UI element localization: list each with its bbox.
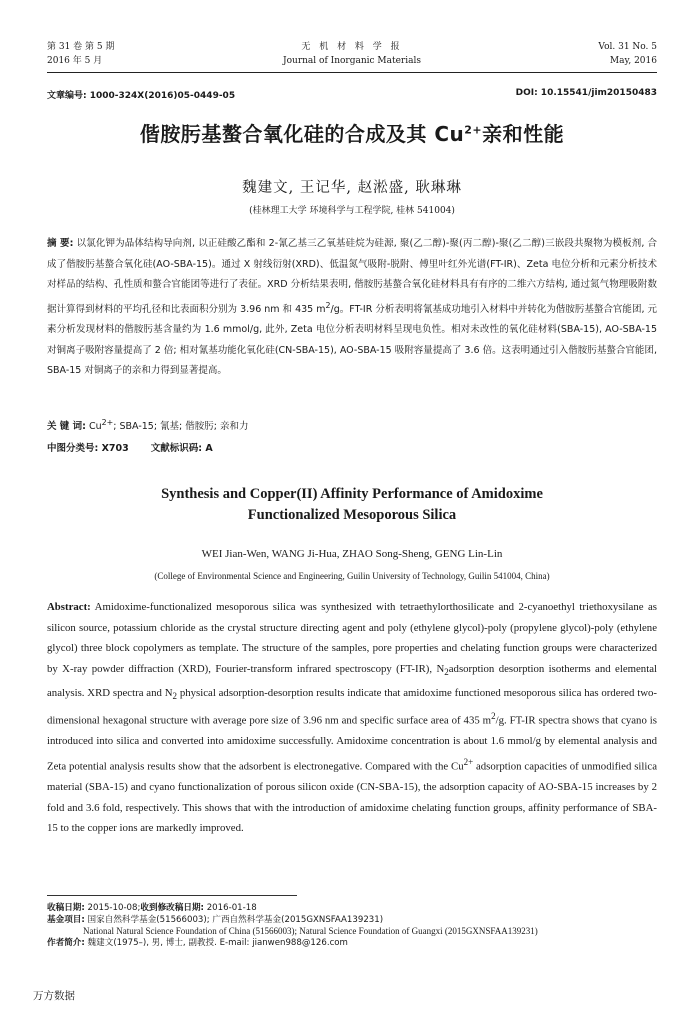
abstract-en-text-3: physical adsorption-desorption results indicate that amidoxime functioned mesoporous silica has ordered two-dimensional hexagonal structure with average pore size of 3.96 nm and specific surface area of 435 m bbox=[47, 686, 657, 727]
keywords-zh-pre: Cu bbox=[88, 421, 102, 433]
document-code: 文献标识码: A bbox=[150, 443, 213, 454]
received-date: 2015-10-08; bbox=[87, 903, 141, 913]
title-zh bbox=[47, 118, 657, 147]
author-label: 作者简介: bbox=[47, 937, 85, 948]
running-header bbox=[47, 40, 657, 74]
received-label: 收稿日期: bbox=[47, 903, 85, 913]
keywords-zh-label: 关 键 词: bbox=[47, 421, 86, 433]
keywords-zh-rest: ; SBA-15; 氰基; 偕胺肟; 亲和力 bbox=[113, 421, 249, 433]
header-journal-en: Journal of Inorganic Materials bbox=[283, 56, 421, 66]
abstract-en-sup-3: 2 bbox=[491, 711, 496, 722]
title-en-line2: Functionalized Mesoporous Silica bbox=[247, 507, 457, 523]
doi: DOI: 10.15541/jim20150483 bbox=[515, 88, 657, 98]
abstract-en-text-4: /g. FT-IR spectra shows that cyano is introduced into silica and converted into amidoxime successfully. Amidoxime concentration is about 1.6 mmol/g by elemental analysis and Zeta potential analysis results show that the adsorbent is electronegative. Compared with the Cu bbox=[47, 714, 657, 773]
abstract-zh bbox=[47, 234, 657, 382]
abstract-zh-text-2: /g。FT-IR 分析表明将氰基成功地引入材料中并转化为偕胺肟基螯合官能团, 元素分析发现材料的偕胺肟基含量约为 1.6 mmol/g, 此外, Zeta 电位分析表明材料呈现电负性。相对未改性的氧化硅材料(SBA-15), AO-SBA-15 对铜离子吸附容量提高了 2 倍; 相对氰基功能化氧化硅(CN-SBA-15), AO-SBA-15 吸附容量提高了 3.6 倍。这表明通过引入偕胺肟基螯合官能团, SBA-15 对铜离子的亲和力得到显著提高。 bbox=[47, 303, 657, 377]
title-zh-main: 偕胺肟基螯合氧化硅的合成及其 Cu bbox=[139, 122, 465, 146]
footnote-dates bbox=[47, 903, 657, 915]
header-date-zh: 2016 年 5 月 bbox=[47, 56, 103, 66]
abstract-en bbox=[47, 597, 657, 839]
abstract-en-text-5: adsorption capacities of unmodified silica material (SBA-15) and cyano functionalization of porous silicon oxide (CN-SBA-15), the adsorption capacity of AO-SBA-15 increases by 2 fold and 3.6 fold, respectively. This shows that with the introduction of amidoxime chelating function groups, affinity performance of SBA-15 to the copper ions are markedly improved. bbox=[47, 760, 657, 835]
header-rule bbox=[47, 72, 657, 73]
abstract-en-label: Abstract: bbox=[47, 601, 91, 613]
footnote-author bbox=[47, 938, 657, 950]
article-number: 文章编号: 1000-324X(2016)05-0449-05 bbox=[47, 91, 236, 101]
keywords-zh bbox=[47, 418, 657, 432]
abstract-zh-label: 摘 要: bbox=[47, 238, 74, 249]
affiliation-en: (College of Environmental Science and Engineering, Guilin University of Technology, Guilin 541004, China) bbox=[154, 571, 550, 581]
abstract-zh-sup: 2 bbox=[325, 300, 331, 310]
abstract-en-sup-4: 2+ bbox=[463, 757, 474, 768]
authors-zh: 魏建文, 王记华, 赵淞盛, 耿琳琳 bbox=[242, 180, 462, 196]
keywords-zh-sup: 2+ bbox=[101, 418, 114, 427]
classification bbox=[47, 440, 657, 454]
revised-date: 2016-01-18 bbox=[206, 903, 257, 913]
article-meta bbox=[47, 88, 657, 101]
abstract-zh-text-1: 以氯化钾为晶体结构导向剂, 以正硅酸乙酯和 2-氰乙基三乙氧基硅烷为硅源, 聚(乙二醇)-聚(丙二醇)-聚(乙二醇)三嵌段共聚物为模板剂, 合成了偕胺肟基螯合氧化硅(AO-SBA-15)。通过 X 射线衍射(XRD)、低温氮气吸附-脱附、傅里叶红外光谱(FT-IR)、Zeta 电位分析和元素分析技术对样品的结构、孔性质和螯合官能团等进行了表征。XRD 分析结果表明, 偕胺肟基螯合氧化硅材料具有有序的二维六方结构, 通过氮气物理吸附数据计算得到材料的平均孔径和比表面积分别为 3.96 nm 和 435 m bbox=[47, 238, 657, 315]
title-zh-sup: 2+ bbox=[464, 123, 483, 137]
title-en bbox=[47, 484, 657, 526]
title-zh-tail: 亲和性能 bbox=[482, 122, 565, 146]
clc-code: 中图分类号: X703 bbox=[47, 443, 129, 454]
fund-en: National Natural Science Foundation of China (51566003); Natural Science Foundation of Guangxi (2015GXNSFAA139231) bbox=[83, 926, 538, 936]
footnotes bbox=[47, 903, 657, 949]
abstract-en-sub-2: 2 bbox=[172, 690, 178, 701]
watermark: 万方数据 bbox=[33, 990, 75, 1002]
revised-label: 收到修改稿日期: bbox=[140, 903, 204, 913]
header-issue-en bbox=[598, 40, 657, 68]
title-en-line1: Synthesis and Copper(II) Affinity Performance of Amidoxime bbox=[161, 486, 543, 502]
abstract-en-sub-1: 2 bbox=[444, 666, 449, 677]
authors-en: WEI Jian-Wen, WANG Ji-Hua, ZHAO Song-Sheng, GENG Lin-Lin bbox=[201, 548, 503, 560]
abstract-en-text-2: adsorption desorption isotherms and elemental analysis. XRD spectra and N bbox=[47, 662, 657, 699]
affiliation-zh: (桂林理工大学 环境科学与工程学院, 桂林 541004) bbox=[249, 206, 455, 216]
footnote-fund bbox=[47, 915, 657, 927]
header-date-en: May, 2016 bbox=[609, 56, 657, 66]
header-volume: 第 31 卷 第 5 期 bbox=[47, 42, 115, 52]
abstract-en-text-1: Amidoxime-functionalized mesoporous silica was synthesized with tetraethylorthosilicate and 2-cyanoethyl triethoxysilane as silicon source, potassium chloride as the crystal structure directing agent and poly (ethylene glycol)-poly (propylene glycol)-poly (ethylene glycol) three block copolymers as template. The structure of the samples, pore properties and chelating function groups were characterized by X-ray powder diffraction (XRD), Fourier-transform infrared spectroscopy (FT-IR), N bbox=[47, 601, 657, 675]
footnote-rule bbox=[47, 895, 297, 896]
header-journal bbox=[47, 40, 657, 68]
author-bio: 魏建文(1975–), 男, 博士, 副教授. E-mail: jianwen988@126.com bbox=[87, 937, 348, 948]
fund-zh: 国家自然科学基金(51566003); 广西自然科学基金(2015GXNSFAA139231) bbox=[87, 914, 384, 925]
header-volume-en: Vol. 31 No. 5 bbox=[598, 42, 657, 52]
fund-label: 基金项目: bbox=[47, 914, 85, 925]
header-journal-zh: 无 机 材 料 学 报 bbox=[301, 42, 403, 52]
